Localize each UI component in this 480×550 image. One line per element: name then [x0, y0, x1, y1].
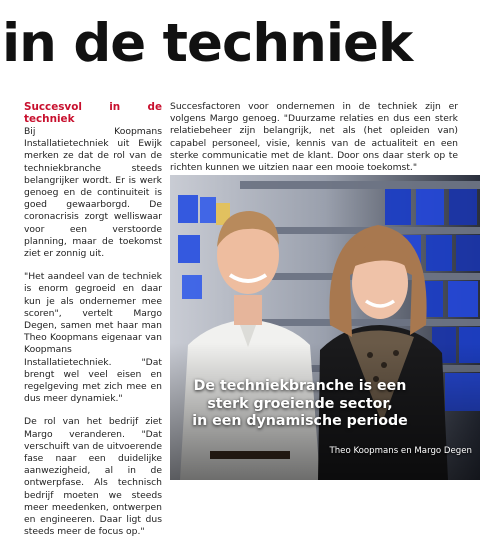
- pull-quote-line-2: sterk groeiende sector,: [207, 395, 393, 412]
- left-paragraph-1: [24, 101, 162, 260]
- left-paragraph-1-text: Bij Koopmans Installatietechniek uit Ewijk merken ze dat de rol van de techniekbranche steeds belangrijker wordt. Er is werk genoeg en de continuiteit is goed gewaarborgd. De coronacrisis zorgt welliswaar voor een verstoorde planning, maar de toekomst ziet er zonnig uit.: [24, 126, 162, 260]
- subheading: Succesvol in de techniek: [24, 101, 162, 125]
- pull-quote-line-1: De techniekbranche is een: [193, 378, 407, 394]
- portrait-photo: [170, 175, 480, 480]
- left-paragraph-3: De rol van het bedrijf ziet Margo veranderen. "Dat verschuift van de uitvoerende fase naar een duidelijke aanwezigheid, al in de ontwerpfase. Als technisch bedrijf moeten we steeds meer meedenken, ontwerpen en engineeren. Daar ligt dus steeds meer de focus op.": [24, 416, 162, 538]
- right-column-paragraph: Succesfactoren voor ondernemen in de techniek zijn er volgens Margo genoeg. "Duurzame relaties en dus een sterk relatiebeheer zijn belangrijk, net als (het opleiden van) capabel personeel, visie, kennis van de actualiteit en een sterke communicatie met de klant. Door ons daar sterk op te richten kunnen we uitzien naar een mooie toekomst.": [170, 101, 458, 174]
- left-column: [24, 101, 162, 550]
- headline: in de techniek: [2, 13, 413, 74]
- pull-quote: [180, 378, 420, 431]
- photo-caption: Theo Koopmans en Margo Degen: [329, 446, 472, 456]
- portrait-illustration: [170, 175, 480, 480]
- left-paragraph-2: "Het aandeel van de techniek is enorm gegroeid en daar kun je als ondernemer mee scoren", vertelt Margo Degen, samen met haar man Theo Koopmans eigenaar van Koopmans Installatietechniek. "Dat brengt wel veel eisen en regelgeving met zich mee en dus meer dynamiek.": [24, 271, 162, 405]
- pull-quote-line-3: in een dynamische periode: [192, 413, 408, 429]
